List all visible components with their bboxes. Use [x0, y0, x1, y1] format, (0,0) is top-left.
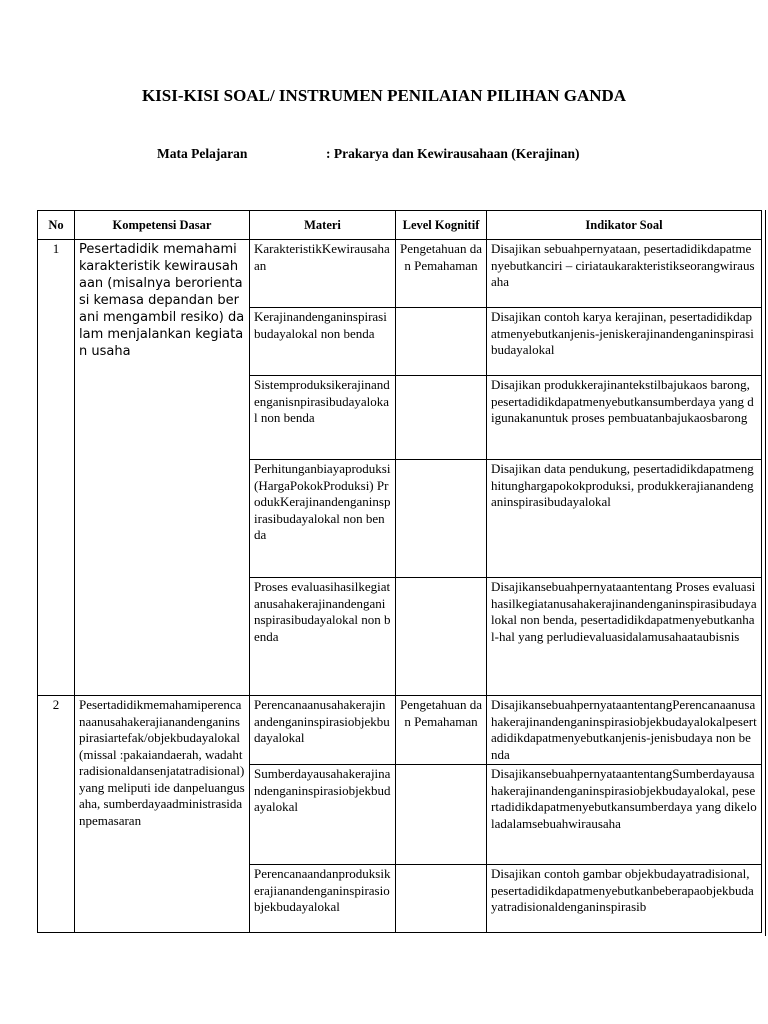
materi-cell: Sistemproduksikerajinandenganisnpirasibudayalokal non benda	[250, 376, 396, 460]
kompetensi-dasar-cell: Pesertadidikmemahamiperencanaanusahakerajianandenganinspirasiartefak/objekbudayalokal (missal :pakaiandaerah, wadahtradisionaldansenjatatradisional) yang meliputi ide danpeluangusaha, sumberdayaadministrasidanpemasaran	[75, 696, 250, 933]
row-number: 1	[38, 240, 75, 696]
level-cell	[396, 765, 487, 865]
header-materi: Materi	[250, 211, 396, 240]
header-row	[38, 211, 762, 240]
level-cell	[396, 376, 487, 460]
materi-cell: Kerajinandenganinspirasibudayalokal non benda	[250, 308, 396, 376]
indikator-cell: Disajikansebuahpernyataantentang Proses evaluasihasilkegiatanusahakerajinandenganinspirasibudayalokal non benda, pesertadidikdapatmenyebutkanhal-hal yang perludievaluasidalamusahaataubisnis	[487, 578, 762, 696]
row-number: 2	[38, 696, 75, 933]
indikator-cell: DisajikansebuahpernyataantentangSumberdayausahakerajinandenganinspirasiobjekbudayalokal, pesertadidikdapatmenyebutkansumberdaya yang dikeloladalamsebuahwirausaha	[487, 765, 762, 865]
materi-cell: Proses evaluasihasilkegiatanusahakerajinandenganinspirasibudayalokal non benda	[250, 578, 396, 696]
header-kompetensi-dasar: Kompetensi Dasar	[75, 211, 250, 240]
subject-value: : Prakarya dan Kewirausahaan (Kerajinan)	[326, 146, 580, 161]
table-row	[38, 696, 762, 765]
level-cell	[396, 578, 487, 696]
indikator-cell: Disajikan contoh karya kerajinan, pesertadidikdapatmenyebutkanjenis-jeniskerajinandenganinspirasibudayalokal	[487, 308, 762, 376]
materi-cell: Perhitunganbiayaproduksi (HargaPokokProduksi) ProdukKerajinandenganinspirasibudayalokal non benda	[250, 460, 396, 578]
level-cell: Pengetahuan dan Pemahaman	[396, 696, 487, 765]
indikator-cell: Disajikan data pendukung, pesertadidikdapatmenghitunghargapokokproduksi, produkkerajianandenganinspirasibudayalokal	[487, 460, 762, 578]
level-cell	[396, 865, 487, 933]
kisi-kisi-table	[37, 210, 762, 933]
header-level-kognitif: Level Kognitif	[396, 211, 487, 240]
indikator-cell: DisajikansebuahpernyataantentangPerencanaanusahakerajinandenganinspirasiobjekbudayalokalpesertadidikdapatmenyebutkanjenis-jenisbudaya non benda	[487, 696, 762, 765]
materi-cell: Perencanaanusahakerajinandenganinspirasiobjekbudayalokal	[250, 696, 396, 765]
header-indikator-soal: Indikator Soal	[487, 211, 762, 240]
table-right-edge-line	[765, 210, 766, 936]
materi-cell: Perencanaandanproduksikerajianandenganinspirasiobjekbudayalokal	[250, 865, 396, 933]
header-no: No	[38, 211, 75, 240]
document-title: KISI-KISI SOAL/ INSTRUMEN PENILAIAN PILIHAN GANDA	[141, 86, 627, 105]
subject-label: Mata Pelajaran	[157, 146, 248, 161]
table-row	[38, 240, 762, 308]
indikator-cell: Disajikan sebuahpernyataan, pesertadidikdapatmenyebutkanciri – ciriataukarakteristikseorangwirausaha	[487, 240, 762, 308]
indikator-cell: Disajikan contoh gambar objekbudayatradisional, pesertadidikdapatmenyebutkanbeberapaobjekbudayatradisionaldenganinspirasib	[487, 865, 762, 933]
materi-cell: KarakteristikKewirausahaan	[250, 240, 396, 308]
indikator-cell: Disajikan produkkerajinantekstilbajukaos barong, pesertadidikdapatmenyebutkansumberdaya yang digunakanuntuk proses pembuatanbajukaosbarong	[487, 376, 762, 460]
level-cell: Pengetahuan dan Pemahaman	[396, 240, 487, 308]
materi-cell: Sumberdayausahakerajinandenganinspirasiobjekbudayalokal	[250, 765, 396, 865]
level-cell	[396, 460, 487, 578]
kompetensi-dasar-cell: Pesertadidik memahami karakteristik kewirausahaan (misalnya berorientasi kemasa depandan berani mengambil resiko) dalam menjalankan kegiatan usaha	[75, 240, 250, 696]
level-cell	[396, 308, 487, 376]
